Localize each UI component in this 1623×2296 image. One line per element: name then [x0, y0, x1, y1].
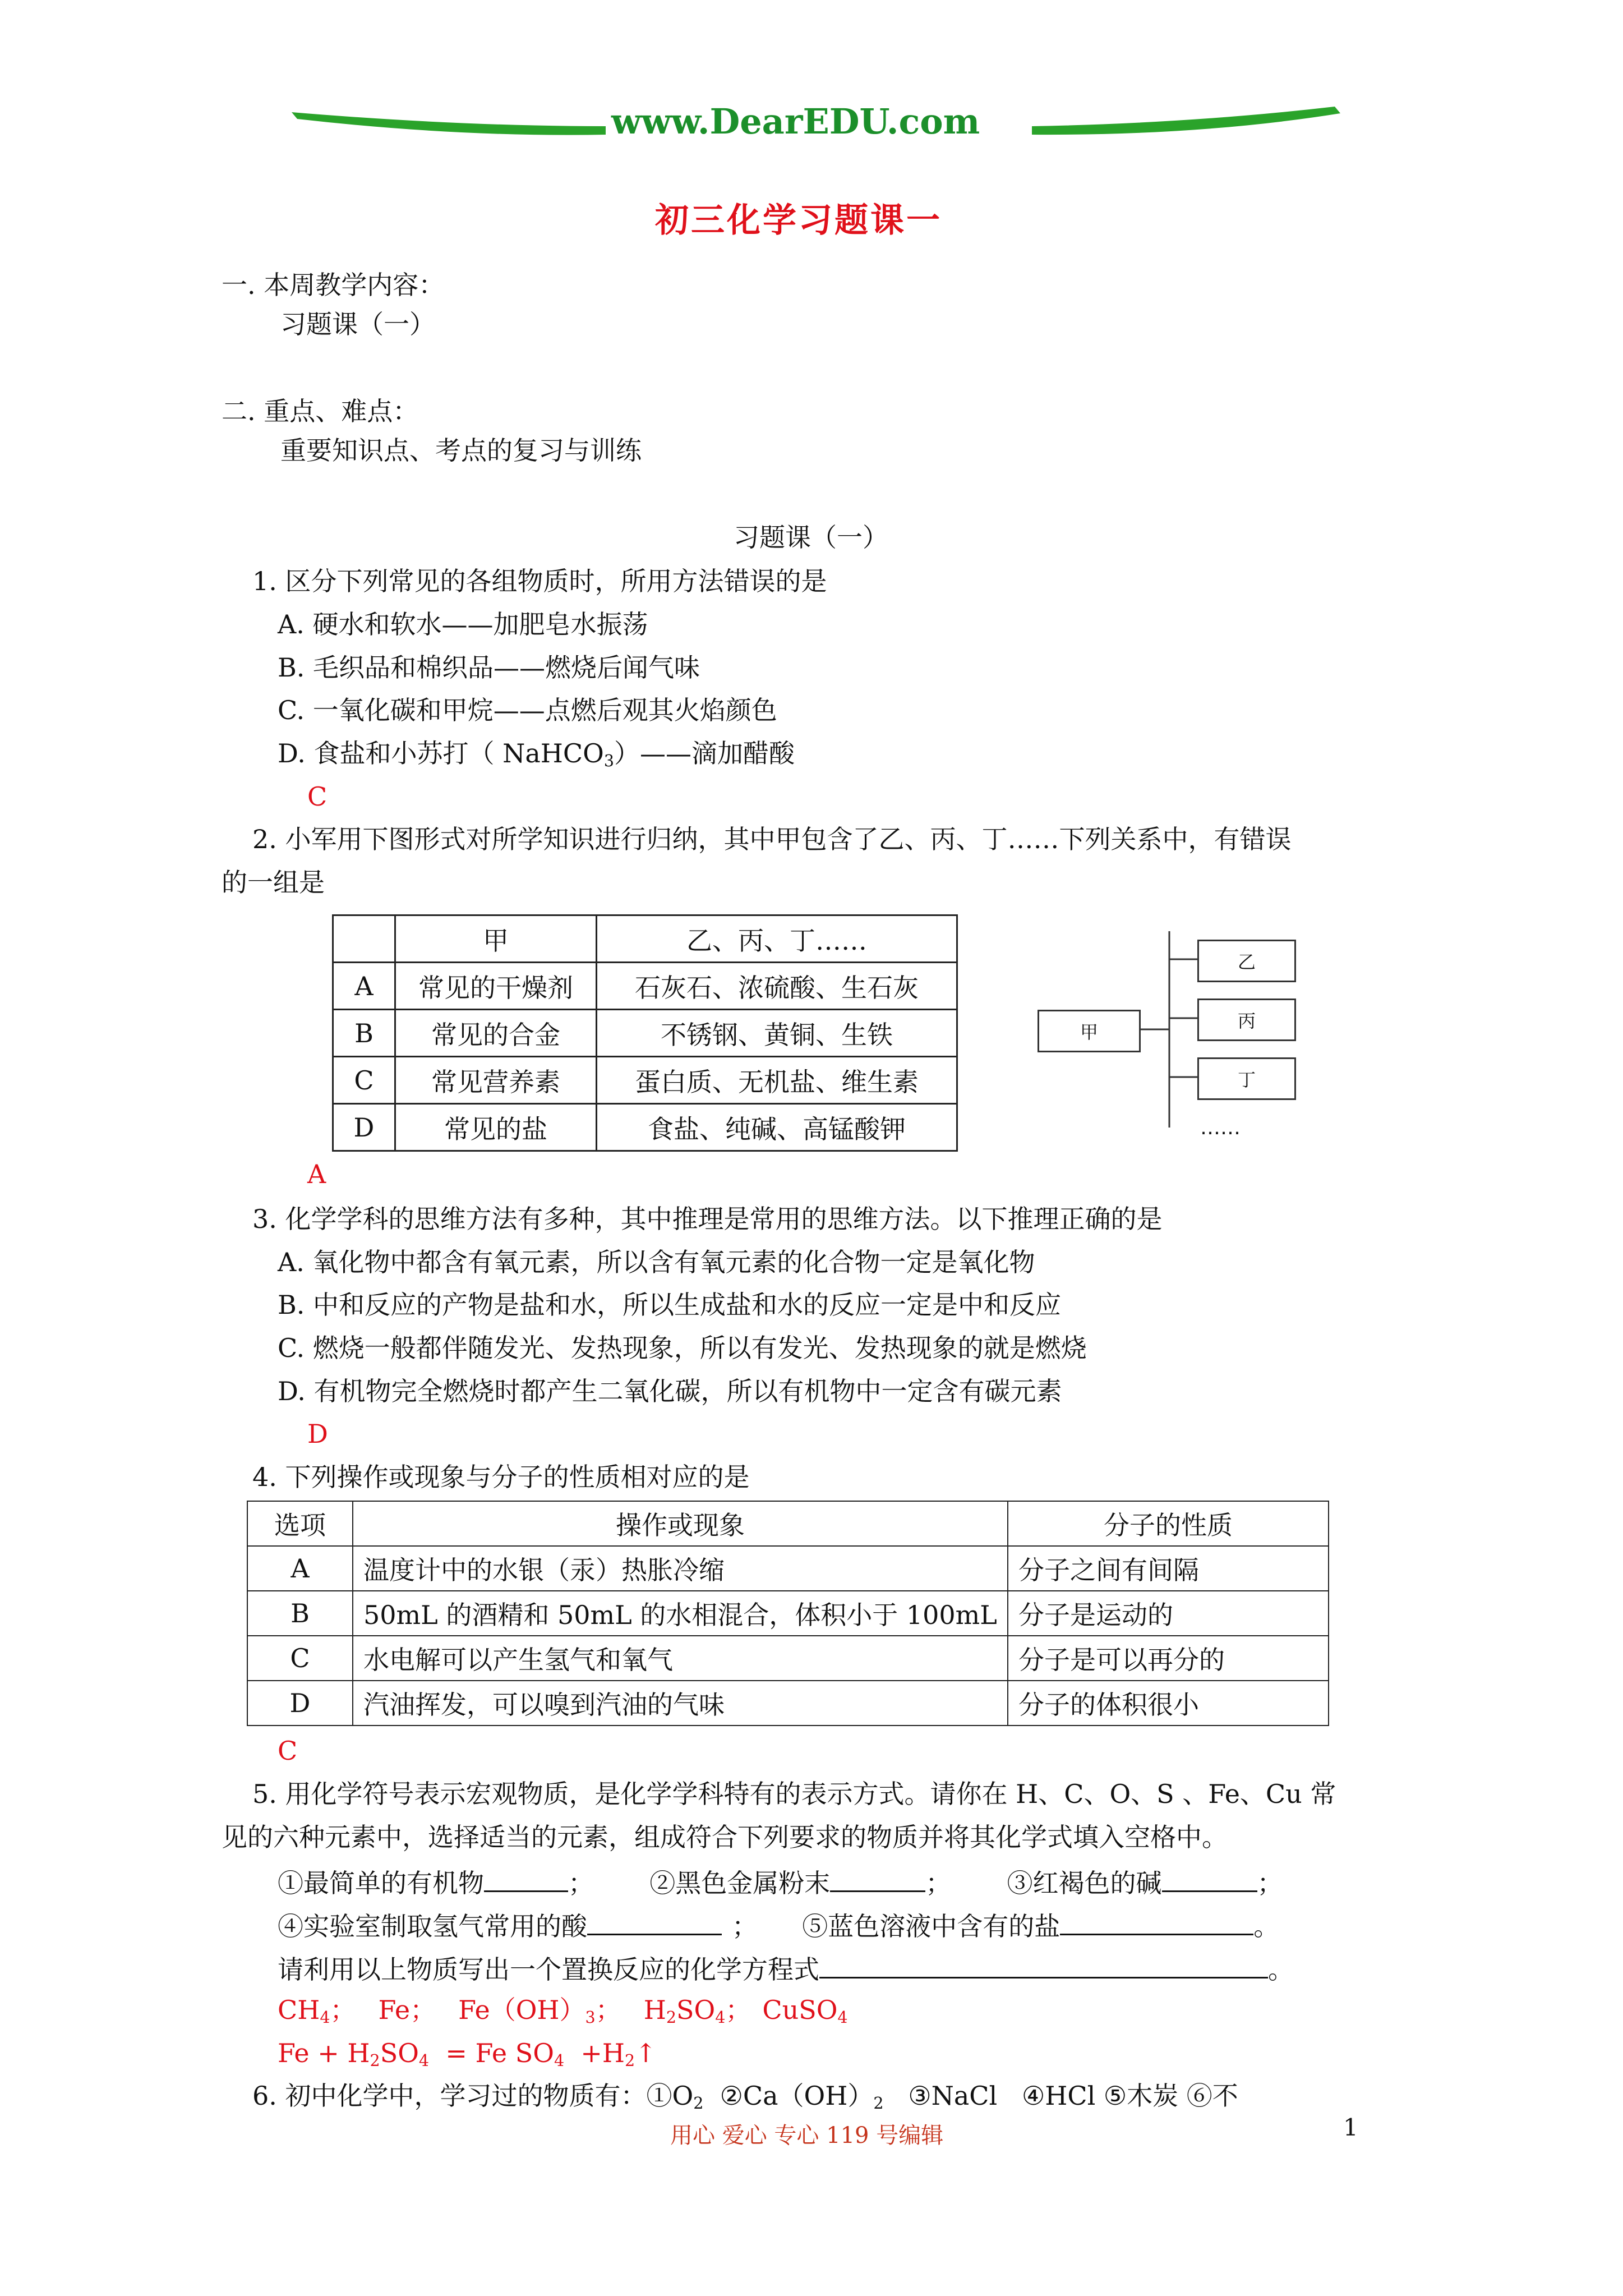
q2-cell: A: [333, 963, 395, 1010]
diagram-child-box: 丁: [1197, 1057, 1296, 1100]
q2-stem-line1: 2. 小军用下图形式对所学知识进行归纳，其中甲包含了乙、丙、丁……下列关系中，有错误: [252, 824, 1292, 854]
q2-header-2: 乙、丙、丁……: [597, 915, 957, 963]
q5-blank[interactable]: [1162, 1868, 1257, 1892]
q5-item: ③红褐色的碱: [1007, 1868, 1162, 1898]
section1-heading: 一. 本周教学内容：: [222, 270, 445, 300]
q5-item: ②黑色金属粉末: [649, 1868, 831, 1898]
q5-item: ④实验室制取氢气常用的酸: [278, 1911, 587, 1941]
q2-header-1: 甲: [395, 915, 597, 963]
section2-heading: 二. 重点、难点：: [222, 396, 419, 426]
q4-cell: 分子是可以再分的: [1008, 1636, 1329, 1681]
q4-cell: C: [247, 1636, 353, 1681]
q5-fill-line1: [278, 1868, 1283, 1896]
q2-cell: 常见营养素: [395, 1057, 597, 1104]
q2-cell: D: [333, 1104, 395, 1151]
q4-cell: B: [247, 1591, 353, 1636]
q1-option-d: D. 食盐和小苏打（ NaHCO$_3$）——滴加醋酸: [278, 738, 795, 771]
q5-item: ①最简单的有机物: [278, 1868, 484, 1898]
q4-cell: 汽油挥发，可以嗅到汽油的气味: [353, 1681, 1008, 1726]
q3-option-c: C. 燃烧一般都伴随发光、发热现象，所以有发光、发热现象的就是燃烧: [278, 1333, 1087, 1363]
q4-cell: 分子的体积很小: [1008, 1681, 1329, 1726]
q1-stem: 1. 区分下列常见的各组物质时，所用方法错误的是: [252, 566, 827, 596]
q4-cell: 温度计中的水银（汞）热胀冷缩: [353, 1546, 1008, 1591]
q2-header-0: [333, 915, 395, 963]
q2-cell: C: [333, 1057, 395, 1104]
q5-equation-line: [278, 1954, 1294, 1985]
q2-stem-line2: 的一组是: [222, 867, 325, 898]
q5-period: 。: [1268, 1954, 1294, 1985]
q2-cell: 石灰石、浓硫酸、生石灰: [597, 963, 957, 1010]
banner-logo[interactable]: www.DearEDU.com: [611, 101, 980, 142]
diagram-child-box: 丙: [1197, 999, 1296, 1041]
q4-header-1: 操作或现象: [353, 1501, 1008, 1546]
page-title: 初三化学习题课一: [655, 201, 942, 240]
q3-option-d: D. 有机物完全燃烧时都产生二氧化碳，所以有机物中一定含有碳元素: [278, 1376, 1062, 1406]
q1-answer: C: [307, 781, 328, 812]
q5-answers-line2: $Fe + H_2SO_4 = Fe$ $SO_4$ $+H_2↑$: [278, 2038, 657, 2070]
q5-separator: ；: [568, 1868, 594, 1898]
q5-blank[interactable]: [587, 1911, 722, 1935]
q1-option-c: C. 一氧化碳和甲烷——点燃后观其火焰颜色: [278, 695, 777, 725]
center-heading: 习题课（一）: [734, 522, 888, 553]
q5-fill-line2: [278, 1911, 1279, 1939]
q5-stem-line1: 5. 用化学符号表示宏观物质，是化学学科特有的表示方式。请你在 H、C、O、S 、Fe、Cu 常: [252, 1779, 1336, 1809]
q4-cell: 分子之间有间隔: [1008, 1546, 1329, 1591]
q2-cell: 常见的干燥剂: [395, 963, 597, 1010]
q1-option-a: A. 硬水和软水——加肥皂水振荡: [278, 609, 648, 639]
q4-answer: C: [278, 1736, 298, 1766]
q4-cell: 50mL 的酒精和 50mL 的水相混合，体积小于 100mL: [353, 1591, 1008, 1636]
q5-separator: ；: [1257, 1868, 1283, 1898]
q2-table: [332, 914, 958, 1152]
q5-equation-prompt: 请利用以上物质写出一个置换反应的化学方程式: [278, 1954, 819, 1985]
q4-cell: 分子是运动的: [1008, 1591, 1329, 1636]
q5-blank[interactable]: [1060, 1911, 1253, 1935]
q1-option-b: B. 毛织品和棉织品——燃烧后闻气味: [278, 652, 700, 683]
q5-blank[interactable]: [484, 1868, 568, 1892]
q4-cell: A: [247, 1546, 353, 1591]
q5-answers-line1: $CH_4$； Fe； $Fe(OH)_3$； $H_2SO_4$； CuSO$_4$: [278, 1995, 848, 2027]
q2-cell: 常见的盐: [395, 1104, 597, 1151]
diagram-child-box: 乙: [1197, 940, 1296, 982]
page-number: 1: [1343, 2114, 1358, 2141]
q5-separator: ；: [732, 1911, 758, 1941]
q5-blank[interactable]: [830, 1868, 925, 1892]
section2-content: 重要知识点、考点的复习与训练: [280, 435, 642, 466]
diagram-more: ……: [1200, 1116, 1241, 1139]
q2-cell: 蛋白质、无机盐、维生素: [597, 1057, 957, 1104]
footer-text: 用心 爱心 专心 119 号编辑: [670, 2123, 944, 2148]
q2-cell: B: [333, 1010, 395, 1057]
q4-cell: 水电解可以产生氢气和氧气: [353, 1636, 1008, 1681]
q2-cell: 常见的合金: [395, 1010, 597, 1057]
q3-answer: D: [307, 1419, 328, 1449]
q3-option-b: B. 中和反应的产物是盐和水，所以生成盐和水的反应一定是中和反应: [278, 1290, 1062, 1320]
q3-stem: 3. 化学学科的思维方法有多种，其中推理是常用的思维方法。以下推理正确的是: [252, 1204, 1163, 1234]
q5-item: ⑤蓝色溶液中含有的盐: [802, 1911, 1061, 1941]
q4-stem: 4. 下列操作或现象与分子的性质相对应的是: [252, 1462, 750, 1492]
diagram-root-box: 甲: [1038, 1010, 1141, 1052]
q4-cell: D: [247, 1681, 353, 1726]
section1-content: 习题课（一）: [280, 309, 435, 339]
q4-table: [247, 1501, 1329, 1726]
q5-separator: ；: [925, 1868, 952, 1898]
q5-equation-blank[interactable]: [819, 1954, 1268, 1978]
q2-answer: A: [307, 1159, 326, 1189]
q6-stem: 6. 初中化学中，学习过的物质有：$①O_2$ $②Ca(OH)_2$ ③NaCl ④HCl ⑤木炭 ⑥不: [252, 2081, 1238, 2113]
q5-stem-line2: 见的六种元素中，选择适当的元素，组成符合下列要求的物质并将其化学式填入空格中。: [222, 1822, 1228, 1852]
q2-cell: 不锈钢、黄铜、生铁: [597, 1010, 957, 1057]
q4-header-2: 分子的性质: [1008, 1501, 1329, 1546]
q3-option-a: A. 氧化物中都含有氧元素，所以含有氧元素的化合物一定是氧化物: [278, 1247, 1035, 1277]
q2-cell: 食盐、纯碱、高锰酸钾: [597, 1104, 957, 1151]
q4-header-0: 选项: [247, 1501, 353, 1546]
q5-period: 。: [1253, 1911, 1280, 1941]
